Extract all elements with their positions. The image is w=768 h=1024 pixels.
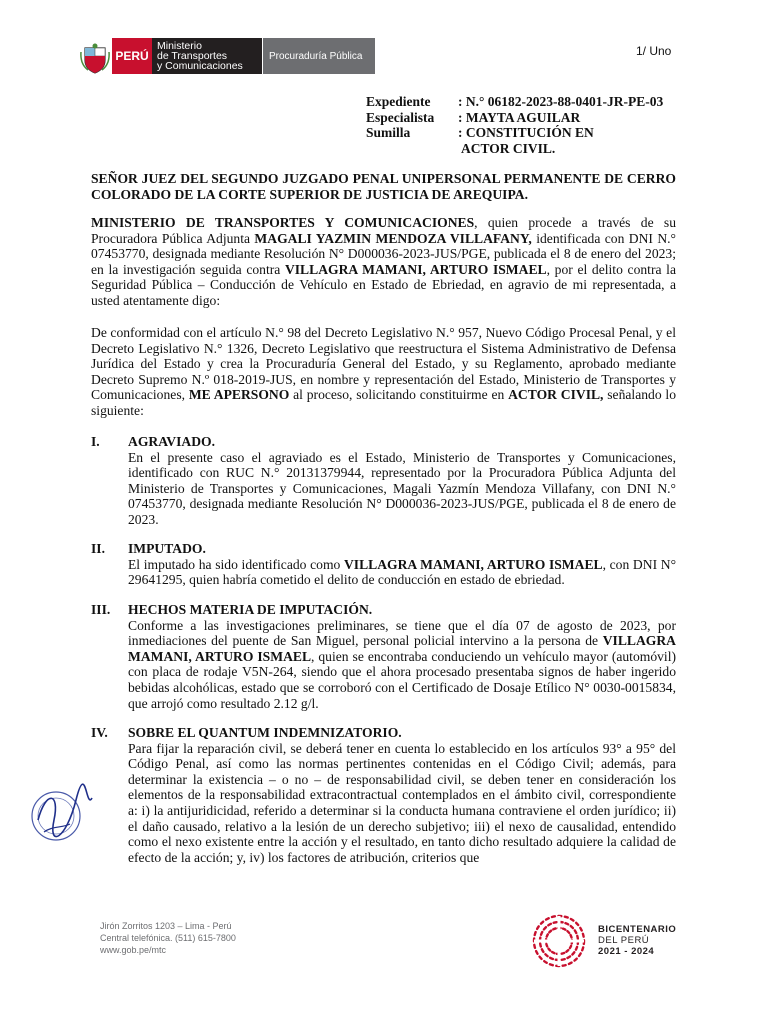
section-text (128, 557, 676, 588)
hechos-text-1: Conforme a las investigaciones preliminares, se tiene que el día 07 de agosto de 2023, por inmediaciones del puente de San Miguel, personal policial intervino a la persona de (128, 617, 676, 649)
hechos-text-2: , quien se encontraba conduciendo un vehículo mayor (automóvil) con placa de rodaje V5N-264, siendo que el ahora procesado presentaba signos de haber ingerido bebidas alcohólicas, estado que se corroboró con el Certificado de Dosaje Etílico N° 0030-0015834, que arrojó como resultado 2.12 g/l. (128, 648, 676, 711)
ministry-line-2: de Transportes (157, 50, 228, 62)
legal-text-2: al proceso, solicitando constituirme en (289, 387, 509, 403)
addressee: SEÑOR JUEZ DEL SEGUNDO JUZGADO PENAL UNIPERSONAL PERMANENTE DE CERRO COLORADO DE LA CORTE SUPERIOR DE JUSTICIA DE AREQUIPA. (91, 171, 676, 202)
imputado-name: VILLAGRA MAMANI, ARTURO ISMAEL (343, 556, 603, 572)
page-number: 1/ Uno (636, 44, 672, 58)
section-number: IV. (91, 725, 108, 740)
defendant-name: VILLAGRA MAMANI, ARTURO ISMAEL (284, 261, 547, 277)
intro-paragraph (91, 215, 676, 309)
section-quantum (91, 725, 676, 865)
bicentenario-logo-icon (530, 912, 588, 970)
expediente-value: : N.° 06182-2023-88-0401-JR-PE-03 (458, 94, 664, 109)
procurator-name: MAGALI YAZMIN MENDOZA VILLAFANY, (254, 230, 532, 246)
imputado-text-1: El imputado ha sido identificado como (128, 556, 344, 572)
section-agraviado (91, 434, 676, 528)
especialista-row (366, 110, 663, 126)
sumilla-value: : CONSTITUCIÓN EN (458, 125, 594, 140)
footer-web: www.gob.pe/mtc (100, 945, 167, 955)
legal-basis-paragraph (91, 325, 676, 419)
legal-text-3: señalando lo siguiente: (91, 387, 677, 418)
country-label: PERÚ (115, 49, 149, 63)
intro-text-2: identificada con DNI N.° 07453770, designada mediante Resolución N° D000036-2023-JUS/PGE, publicada el 8 de enero del 2023; en la investigación seguida contra (91, 230, 676, 277)
peru-coat-of-arms-icon (80, 42, 110, 74)
sumilla-value-2: ACTOR CIVIL. (461, 140, 556, 156)
bicentenario-line-3: 2021 - 2024 (598, 946, 655, 957)
intro-text-3: , por el delito contra la Seguridad Pública – Conducción de Vehículo en Estado de Ebriedad, en agravio de mi representada, a usted atentamente digo: (91, 261, 676, 308)
section-heading: HECHOS MATERIA DE IMPUTACIÓN. (128, 602, 373, 617)
signature-stamp-icon (26, 780, 96, 850)
ministry-brand-box (152, 38, 262, 74)
footer-contact (100, 920, 236, 956)
sumilla-label: Sumilla (366, 125, 411, 140)
section-heading: SOBRE EL QUANTUM INDEMNIZATORIO. (128, 725, 402, 740)
sumilla-row (366, 125, 663, 141)
case-metadata (366, 94, 663, 156)
section-heading: IMPUTADO. (128, 541, 206, 556)
section-number: II. (91, 541, 105, 556)
expediente-row (366, 94, 663, 110)
bicentenario-line-2: DEL PERÚ (598, 935, 650, 946)
footer-address: Jirón Zorritos 1203 – Lima - Perú (100, 921, 232, 931)
peru-brand-box (112, 38, 152, 74)
office-brand-box (263, 38, 375, 74)
section-text: En el presente caso el agraviado es el Estado, Ministerio de Transportes y Comunicaciones, identificado con RUC N.° 20131379944, representado por la Procuradora Pública Adjunta del Ministerio de Transportes y Comunicaciones, Magali Yazmín Mendoza Villafany, con DNI N.° 07453770, designada mediante Resolución N° D000036-2023-JUS/PGE, publicada el 8 de enero de 2023. (128, 449, 676, 527)
intro-text-1: , quien procede a través de su Procuradora Pública Adjunta (91, 215, 676, 246)
ministry-name: MINISTERIO DE TRANSPORTES Y COMUNICACIONES (91, 215, 475, 230)
office-label: Procuraduría Pública (269, 50, 363, 62)
bicentenario-line-1: BICENTENARIO (598, 924, 677, 935)
expediente-label: Expediente (366, 94, 431, 109)
section-text: Para fijar la reparación civil, se deberá tener en cuenta lo establecido en los artículos 93° a 95° del Código Penal, así como las normas pertinentes contenidas en el Código Civil; además, para determinar la existencia – o no – de responsabilidad civil, se deben tener en consideración los elementos de la responsabilidad extracontractual contemplados en el ámbito civil, correspondiente a: i) la antijuridicidad, referido a determinar si la conducta humana contraviene el orden jurídico; ii) el daño causado, relativo a la lesión de un derecho subjetivo; iii) el nexo de causalidad, entendido como el nexo existente entre la acción y el resultado, en tanto dicho resultado adquiere la calidad de efecto de la acción; y, iv) los factores de atribución, criterios que (128, 740, 676, 865)
especialista-value: : MAYTA AGUILAR (458, 109, 581, 125)
sumilla-row-2 (366, 141, 663, 157)
footer-phone: Central telefónica. (511) 615-7800 (100, 933, 236, 943)
hechos-name: VILLAGRA MAMANI, ARTURO ISMAEL (128, 633, 676, 664)
section-heading: AGRAVIADO. (128, 434, 215, 449)
apersono-text: ME APERSONO (188, 387, 290, 403)
ministry-line-3: y Comunicaciones (157, 60, 243, 72)
imputado-text-2: , con DNI N° 29641295, quien habría cometido el delito de conducción en estado de ebriedad. (128, 556, 677, 588)
bicentenario-text (598, 924, 676, 957)
section-number: III. (91, 602, 111, 617)
legal-text-1: De conformidad con el artículo N.° 98 del Decreto Legislativo N.° 957, Nuevo Código Procesal Penal, y el Decreto Legislativo N.° 1326, Decreto Legislativo que reestructura el Sistema Administrativo de Defensa Jurídica del Estado y crea la Procuraduría General del Estado, y su Reglamento, aprobado mediante Decreto Supremo N.º 018-2019-JUS, en nombre y representación del Estado, Ministerio de Transportes y Comunicaciones, (91, 325, 676, 403)
actor-civil-text: ACTOR CIVIL, (508, 387, 604, 403)
section-text (128, 618, 676, 712)
section-imputado (91, 541, 676, 588)
section-number: I. (91, 434, 100, 449)
section-hechos (91, 602, 676, 711)
especialista-label: Especialista (366, 109, 435, 125)
ministry-line-1: Ministerio (157, 40, 202, 52)
